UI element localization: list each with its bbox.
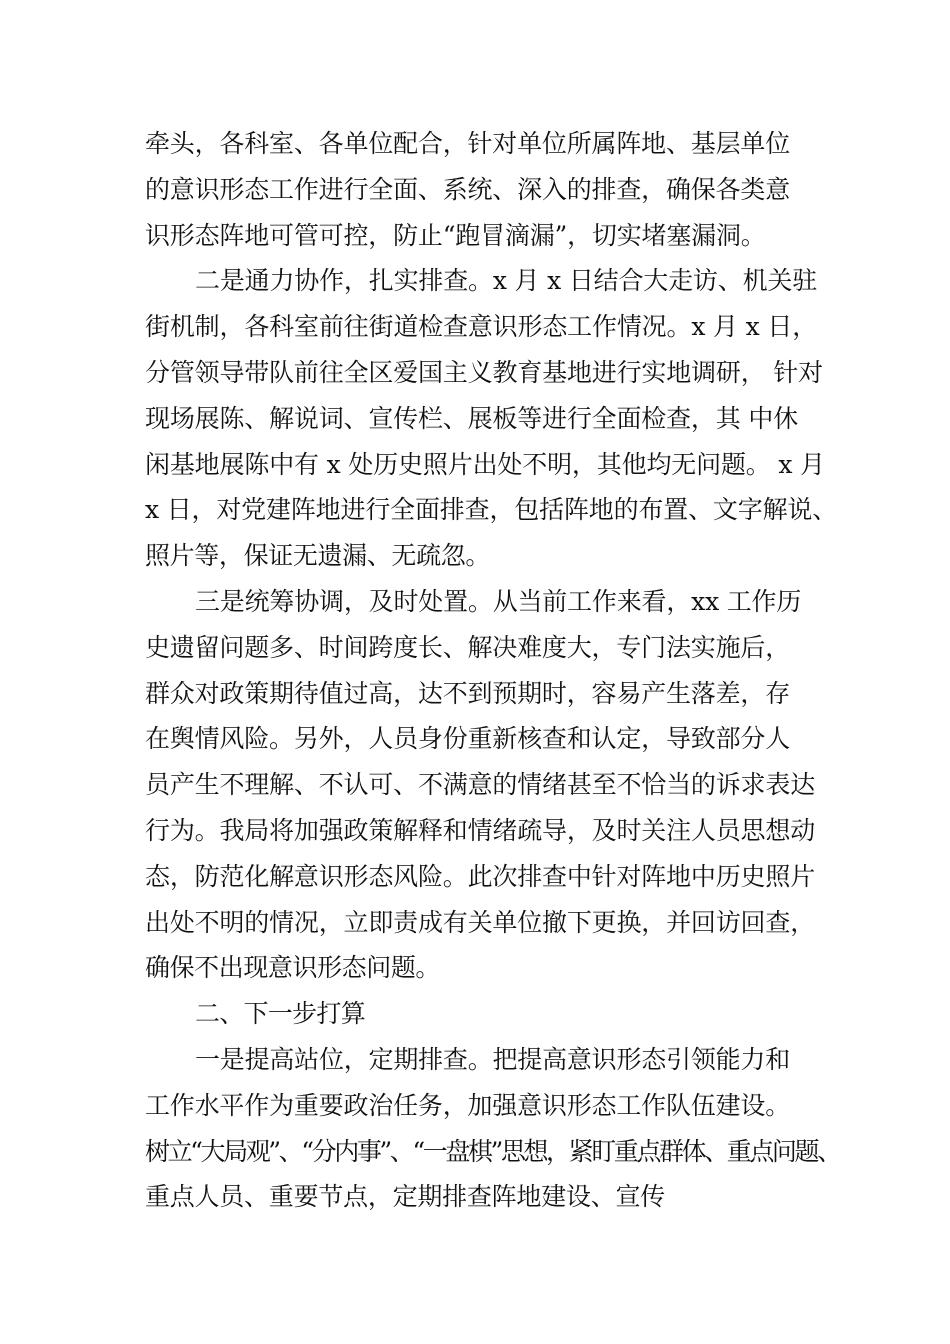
text-line: 树立“大局观”、“分内事”、“一盘棋”思想，紧盯重点群体、重点问题、 <box>145 1136 840 1166</box>
text-line: 员产生不理解、不认可、不满意的情绪甚至不恰当的诉求表达 <box>145 770 816 800</box>
text-line: 分管领导带队前往全区爱国主义教育基地进行实地调研， 针对 <box>145 357 823 387</box>
text-line: 群众对政策期待值过高，达不到预期时，容易产生落差，存 <box>145 678 791 708</box>
text-line: 在舆情风险。另外，人员身份重新核查和认定，导致部分人 <box>145 724 791 754</box>
text-line: 行为。我局将加强政策解释和情绪疏导，及时关注人员思想动 <box>145 815 816 845</box>
document-body <box>145 121 845 1220</box>
text-line: 态，防范化解意识形态风险。此次排查中针对阵地中历史照片 <box>145 861 816 891</box>
text-line: 出处不明的情况，立即责成有关单位撤下更换，并回访回查， <box>145 907 816 937</box>
text-line: 工作水平作为重要政治任务，加强意识形态工作队伍建设。 <box>145 1090 791 1120</box>
text-line: x 日，对党建阵地进行全面排查，包括阵地的布置、文字解说、 <box>145 495 838 525</box>
text-line: 牵头，各科室、各单位配合，针对单位所属阵地、基层单位 <box>145 129 791 158</box>
text-line: 识形态阵地可管可控，防止“跑冒滴漏”，切实堵塞漏洞。 <box>145 220 766 250</box>
text-line: 确保不出现意识形态问题。 <box>145 953 441 983</box>
text-line: 一是提高站位，定期排查。把提高意识形态引领能力和 <box>195 1044 791 1074</box>
text-line: 的意识形态工作进行全面、系统、深入的排查，确保各类意 <box>145 174 791 204</box>
text-line: 重点人员、重要节点，定期排查阵地建设、宣传 <box>145 1182 666 1212</box>
text-line: 照片等，保证无遗漏、无疏忽。 <box>145 541 491 571</box>
text-line: 二、下一步打算 <box>195 999 366 1029</box>
text-line: 二是通力协作，扎实排查。x 月 x 日结合大走访、机关驻 <box>195 266 818 296</box>
text-line: 史遗留问题多、时间跨度长、解决难度大，专门法实施后， <box>145 632 791 662</box>
text-line: 现场展陈、解说词、宣传栏、展板等进行全面检查，其 中休 <box>145 403 798 433</box>
text-line: 闲基地展陈中有 x 处历史照片出处不明，其他均无问题。 x 月 <box>145 449 825 479</box>
text-line: 街机制，各科室前往街道检查意识形态工作情况。x 月 x 日， <box>145 312 818 342</box>
text-line: 三是统筹协调，及时处置。从当前工作来看，xx 工作历 <box>195 586 802 616</box>
